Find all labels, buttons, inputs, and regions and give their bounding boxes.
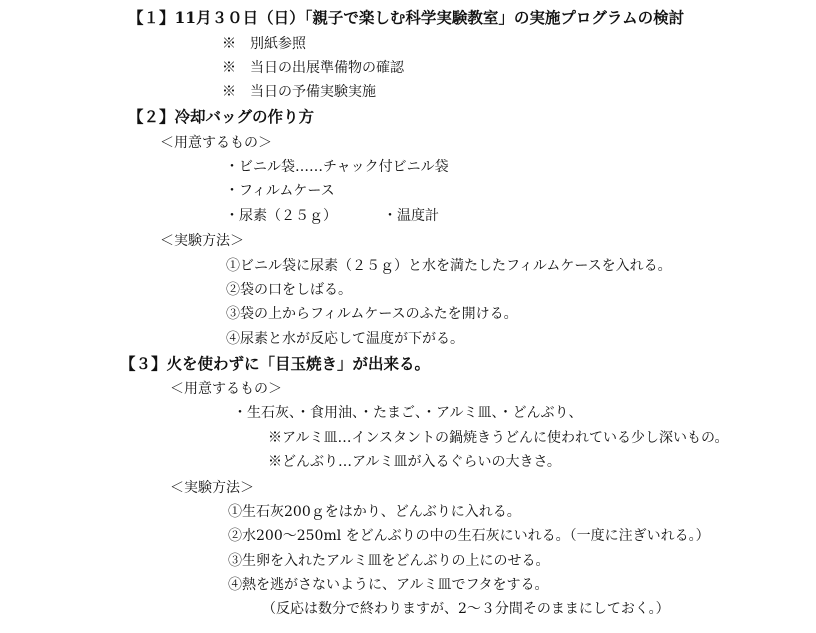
section3-note: ※アルミ皿…インスタントの鍋焼きうどんに使われている少し深いもの。 [268, 430, 729, 446]
section1-note: ※ 当日の出展準備物の確認 [222, 60, 404, 76]
section3-step: ④熱を逃がさないように、アルミ皿でフタをする。 [228, 577, 549, 593]
section2-step: ①ビニル袋に尿素（２５ｇ）と水を満たしたフィルムケースを入れる。 [226, 258, 672, 274]
section3-step: ①生石灰200ｇをはかり、どんぶりに入れる。 [228, 504, 521, 520]
section3-method-title: ＜実験方法＞ [170, 480, 254, 496]
section2-materials-title: ＜用意するもの＞ [160, 135, 272, 151]
section2-method-title: ＜実験方法＞ [160, 233, 244, 249]
section2-step: ②袋の口をしばる。 [226, 282, 352, 298]
section2-material-item: ・ビニル袋……チャック付ビニル袋 [225, 159, 449, 175]
section2-step: ③袋の上からフィルムケースのふたを開ける。 [226, 306, 518, 322]
section1-heading: 【１】11月３０日（日）「親子で楽しむ科学実験教室」の実施プログラムの検討 [128, 8, 685, 27]
section2-material-item: ・尿素（２５ｇ） [225, 208, 337, 224]
section3-note: ※どんぶり…アルミ皿が入るぐらいの大きさ。 [268, 454, 561, 470]
section3-step: ③生卵を入れたアルミ皿をどんぶりの上にのせる。 [228, 553, 550, 569]
section2-material-item: ・フィルムケース [225, 183, 335, 199]
section3-heading: 【３】火を使わずに「目玉焼き」が出来る。 [120, 354, 431, 373]
section3-materials-list: ・生石灰、・食用油、・たまご、・アルミ皿、・どんぶり、 [233, 405, 583, 421]
section2-heading: 【２】冷却バッグの作り方 [128, 107, 315, 126]
section3-step: ②水200～250ml をどんぶりの中の生石灰にいれる。（一度に注ぎいれる。） [228, 528, 710, 544]
section2-material-item: ・温度計 [383, 208, 439, 224]
section1-note: ※ 当日の予備実験実施 [222, 84, 376, 100]
section3-footnote: （反応は数分で終わりますが、2～３分間そのままにしておく。） [262, 601, 670, 617]
section1-note: ※ 別紙参照 [222, 36, 306, 52]
section3-materials-title: ＜用意するもの＞ [170, 381, 282, 397]
section2-step: ④尿素と水が反応して温度が下がる。 [226, 331, 464, 347]
